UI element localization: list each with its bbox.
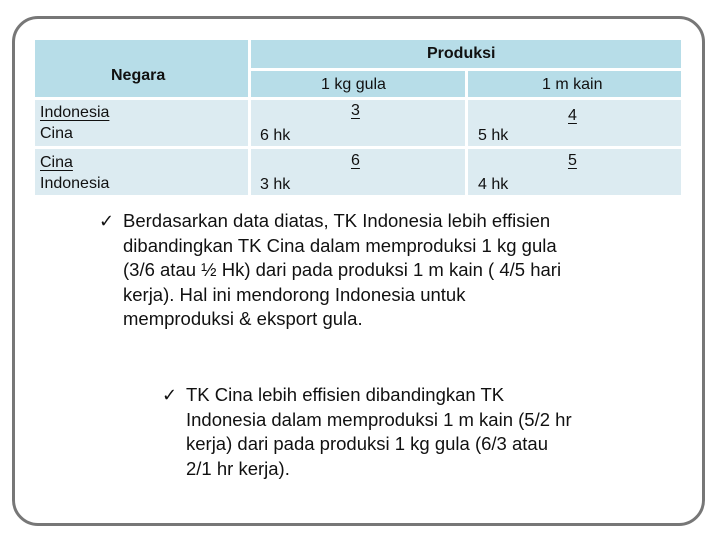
row1-country-bottom: Cina — [40, 125, 73, 142]
header-negara: Negara — [111, 67, 166, 84]
bullet2-line: TK Cina lebih effisien dibandingkan TK — [186, 384, 505, 405]
bullet2-line: Indonesia dalam memproduksi 1 m kain (5/2 hr — [186, 408, 572, 430]
row2-gula-hk: 3 hk — [260, 176, 291, 193]
row2-country-bottom: Indonesia — [40, 175, 110, 192]
row1-gula-value: 3 — [351, 102, 360, 119]
row2-gula-value: 6 — [351, 152, 360, 169]
checkmark-icon: ✓ — [162, 385, 178, 405]
header-gula: 1 kg gula — [321, 76, 386, 93]
header-produksi: Produksi — [427, 45, 496, 62]
bullet2-line: kerja) dari pada produksi 1 kg gula (6/3 atau — [186, 433, 548, 454]
row1-kain-value: 4 — [568, 107, 577, 124]
row1-country-top: Indonesia — [40, 104, 110, 121]
bullet-paragraph-1 — [99, 209, 683, 332]
row1-gula-hk: 6 hk — [260, 127, 291, 144]
bullet1-line: dibandingkan TK Cina dalam memproduksi 1 kg gula — [123, 234, 557, 256]
row1-kain-hk: 5 hk — [478, 127, 509, 144]
bullet1-line: (3/6 atau ½ Hk) dari pada produksi 1 m kain ( 4/5 hari — [123, 259, 562, 280]
checkmark-icon: ✓ — [99, 211, 115, 231]
bullet1-line: kerja). Hal ini mendorong Indonesia untuk — [123, 283, 466, 305]
bullet1-line: Berdasarkan data diatas, TK Indonesia lebih effisien — [123, 210, 551, 231]
row2-country-top: Cina — [40, 154, 73, 171]
bullet2-line: 2/1 hr kerja). — [186, 457, 290, 479]
row2-kain-hk: 4 hk — [478, 176, 509, 193]
header-kain: 1 m kain — [542, 76, 603, 93]
row2-kain-value: 5 — [568, 152, 577, 169]
bullet1-line: memproduksi & eksport gula. — [123, 308, 363, 329]
bullet-paragraph-2 — [162, 383, 666, 481]
